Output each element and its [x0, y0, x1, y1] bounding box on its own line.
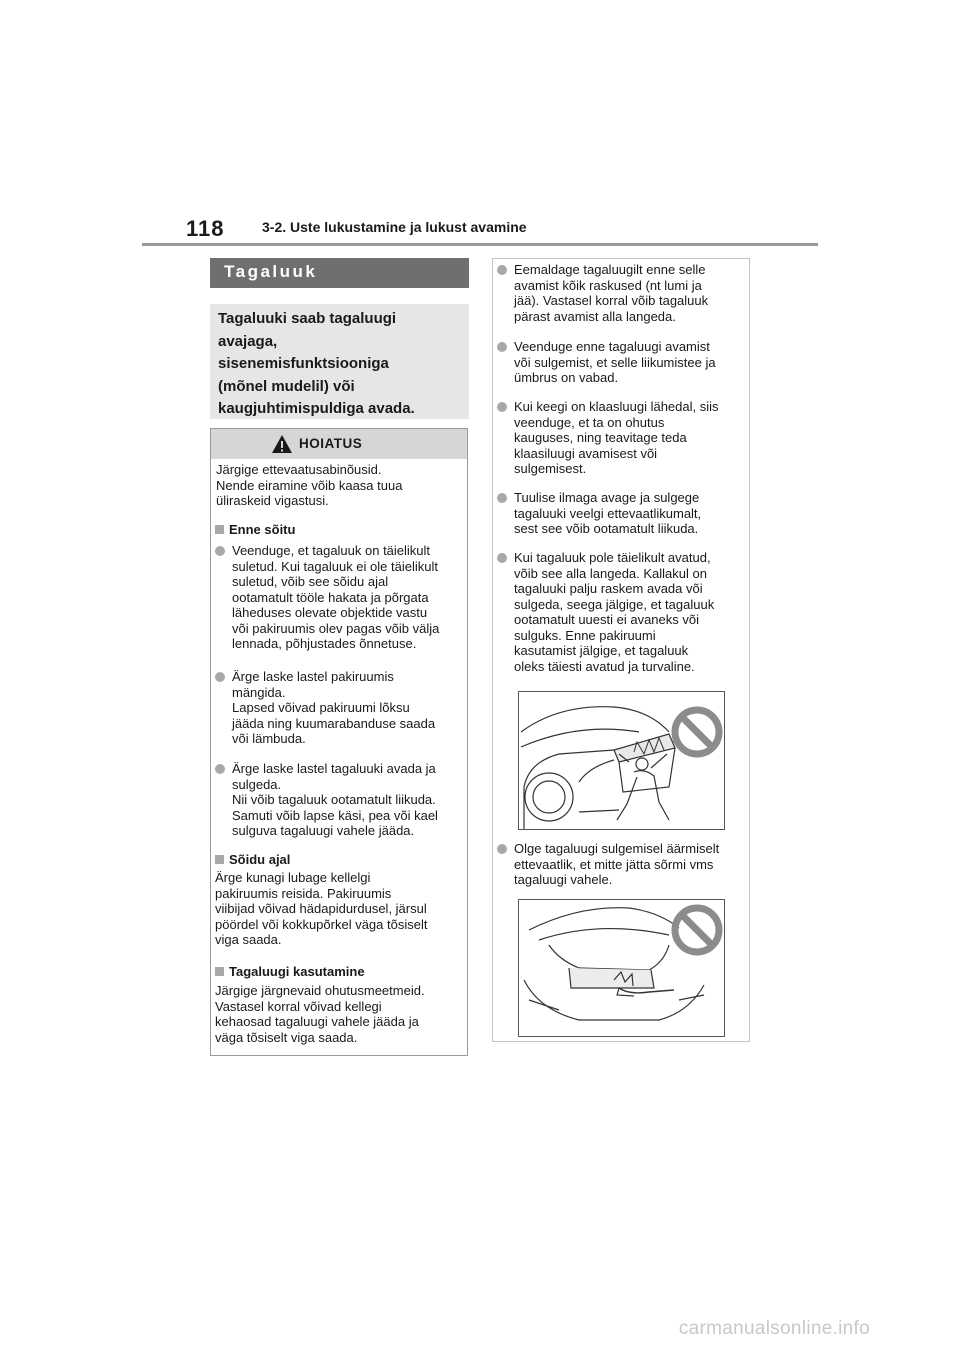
text-line: viibijad võivad hädapidurdusel, järsul: [215, 901, 427, 916]
bullet-line: läheduses olevate objektide vastu: [232, 605, 428, 620]
bullet-line: klaasiluugi avamisest või: [514, 445, 658, 461]
warning-intro-line: Nende eiramine võib kaasa tuua: [216, 477, 403, 493]
square-bullet-icon: [215, 855, 224, 864]
bullet-line: Olge tagaluugi sulgemisel äärmiselt: [514, 841, 720, 856]
heading-text: Sõidu ajal: [229, 852, 291, 867]
subsection-heading: [215, 852, 290, 868]
bullet-line: sulgemisest.: [514, 461, 587, 476]
bullet-line: sulgeda.: [232, 776, 282, 792]
page-number: 118: [186, 216, 225, 241]
subsection-text: [215, 870, 465, 948]
bullet-line: Nii võib tagaluuk ootamatult liikuda.: [232, 792, 436, 807]
subsection-text: [215, 983, 465, 1045]
text-line: pakiruumis reisida. Pakiruumis: [215, 885, 392, 901]
bullet-line: ettevaatlik, et mitte jätta sõrmi vms: [514, 856, 714, 872]
bullet-line: Samuti võib lapse käsi, pea või kael: [232, 807, 438, 823]
section-band: [210, 258, 469, 288]
car-rear-person-icon: [519, 692, 724, 829]
bullet-line: sest see võib ootamatult liikuda.: [514, 521, 699, 536]
intro-line: sisenemisfunktsiooniga: [218, 355, 389, 372]
bullet-line: ümbrus on vabad.: [514, 370, 619, 385]
bullet-text: [514, 841, 719, 888]
bullet-dot-icon: [497, 265, 507, 275]
section-band-title: Tagaluuk: [224, 262, 318, 281]
bullet-text: [514, 399, 719, 477]
bullet-line: veenduge, et ta on ohutus: [514, 414, 665, 430]
text-line: viga saada.: [215, 932, 282, 947]
bullet-dot-icon: [497, 342, 507, 352]
bullet-line: pärast avamist alla langeda.: [514, 308, 676, 324]
square-bullet-icon: [215, 525, 224, 534]
tailgate-lifting-illustration: [518, 691, 725, 830]
intro-box: [210, 304, 469, 419]
bullet-line: kauguses, ning teavitage teda: [514, 430, 687, 445]
bullet-line: suletud. Kui tagaluuk ei ole täielikult: [232, 558, 438, 574]
bullet-dot-icon: [215, 764, 225, 774]
bullet-text: [514, 490, 701, 537]
text-line: pöördel või kokkupõrkel väga tõsiselt: [215, 916, 428, 932]
bullet-line: sulguks. Enne pakiruumi: [514, 627, 656, 643]
bullet-dot-icon: [215, 672, 225, 682]
bullet-line: kasutamist jälgige, et tagaluuk: [514, 643, 689, 658]
text-line: Ärge kunagi lubage kellelgi: [215, 870, 371, 885]
bullet-line: tagaluugi vahele.: [514, 872, 613, 887]
text-line: kehaosad tagaluugi vahele jääda ja: [215, 1014, 419, 1029]
warning-box: [210, 428, 468, 1056]
warning-header: [211, 429, 467, 459]
bullet-line: Tuulise ilmaga avage ja sulgege: [514, 490, 700, 505]
warning-intro-line: üliraskeid vigastusi.: [216, 493, 329, 508]
bullet-line: ootamatult tööle hakata ja põrgata: [232, 589, 429, 605]
intro-line: (mõnel mudelil) või: [218, 377, 355, 395]
bullet-dot-icon: [497, 844, 507, 854]
bullet-line: Veenduge enne tagaluugi avamist: [514, 339, 710, 354]
bullet-text: [232, 543, 439, 652]
bullet-line: suletud, võib see sõidu ajal: [232, 574, 389, 589]
bullet-text: [514, 262, 708, 324]
bullet-line: või lämbuda.: [232, 731, 306, 746]
warning-triangle-icon: [271, 434, 293, 454]
bullet-line: sulgeda, seega jälgige, et tagaluuk: [514, 596, 715, 612]
bullet-text: [232, 669, 435, 747]
bullet-dot-icon: [497, 402, 507, 412]
warning-continued-box: [492, 258, 750, 1042]
bullet-line: jää). Vastasel korral võib tagaluuk: [514, 293, 709, 308]
bullet-text: [232, 761, 438, 839]
bullet-line: Ärge laske lastel tagaluuki avada ja: [232, 761, 436, 776]
bullet-line: avamist kõik raskused (nt lumi ja: [514, 277, 702, 293]
bullet-text: [514, 550, 714, 674]
subsection-heading: [215, 964, 365, 980]
tailgate-hand-icon: [519, 900, 724, 1036]
intro-text: [218, 308, 463, 421]
text-line: väga tõsiselt viga saada.: [215, 1029, 358, 1045]
bullet-line: või pakiruumis olev pagas võib välja: [232, 620, 440, 636]
bullet-line: Kui tagaluuk pole täielikult avatud,: [514, 550, 711, 565]
subsection-heading: [215, 522, 295, 538]
square-bullet-icon: [215, 967, 224, 976]
tailgate-fingers-illustration: [518, 899, 725, 1037]
text-line: Vastasel korral võivad kellegi: [215, 998, 382, 1014]
warning-intro-line: Järgige ettevaatusabinõusid.: [216, 462, 382, 477]
bullet-line: ootamatult uuesti ei avaneks või: [514, 612, 699, 627]
text-line: Järgige järgnevaid ohutusmeetmeid.: [215, 983, 425, 998]
heading-text: Tagaluugi kasutamine: [229, 964, 365, 979]
header-divider: [142, 243, 818, 246]
intro-line: Tagaluuki saab tagaluugi: [218, 310, 397, 327]
bullet-dot-icon: [497, 493, 507, 503]
bullet-line: võib see alla langeda. Kallakul on: [514, 565, 707, 581]
warning-intro: [216, 462, 464, 509]
bullet-line: Lapsed võivad pakiruumi lõksu: [232, 700, 410, 715]
bullet-dot-icon: [497, 553, 507, 563]
bullet-line: lennada, põhjustades õnnetuse.: [232, 636, 417, 651]
bullet-line: Veenduge, et tagaluuk on täielikult: [232, 543, 431, 558]
bullet-line: sulguva tagaluugi vahele jääda.: [232, 823, 415, 838]
section-title: 3-2. Uste lukustamine ja lukust avamine: [262, 219, 527, 235]
bullet-line: tagaluuki veelgi ettevaatlikumalt,: [514, 505, 702, 521]
bullet-line: Eemaldage tagaluugilt enne selle: [514, 262, 706, 277]
prohibited-icon: [675, 908, 719, 952]
bullet-line: tagaluuki palju raskem avada või: [514, 581, 703, 596]
bullet-line: oleks täiesti avatud ja turvaline.: [514, 658, 695, 674]
bullet-line: või sulgemist, et selle liikumistee ja: [514, 354, 716, 370]
warning-title: HOIATUS: [299, 436, 363, 451]
bullet-dot-icon: [215, 546, 225, 556]
prohibited-icon: [675, 710, 719, 754]
watermark: carmanualsonline.info: [678, 1318, 870, 1339]
bullet-line: Kui keegi on klaasluugi lähedal, siis: [514, 399, 719, 414]
heading-text: Enne sõitu: [229, 522, 296, 537]
intro-line: avajaga,: [218, 332, 278, 350]
bullet-line: mängida.: [232, 684, 286, 700]
bullet-line: Ärge laske lastel pakiruumis: [232, 669, 394, 684]
intro-line: kaugjuhtimispuldiga avada.: [218, 400, 415, 417]
bullet-text: [514, 339, 716, 386]
bullet-line: jääda ning kuumarabanduse saada: [232, 715, 436, 731]
